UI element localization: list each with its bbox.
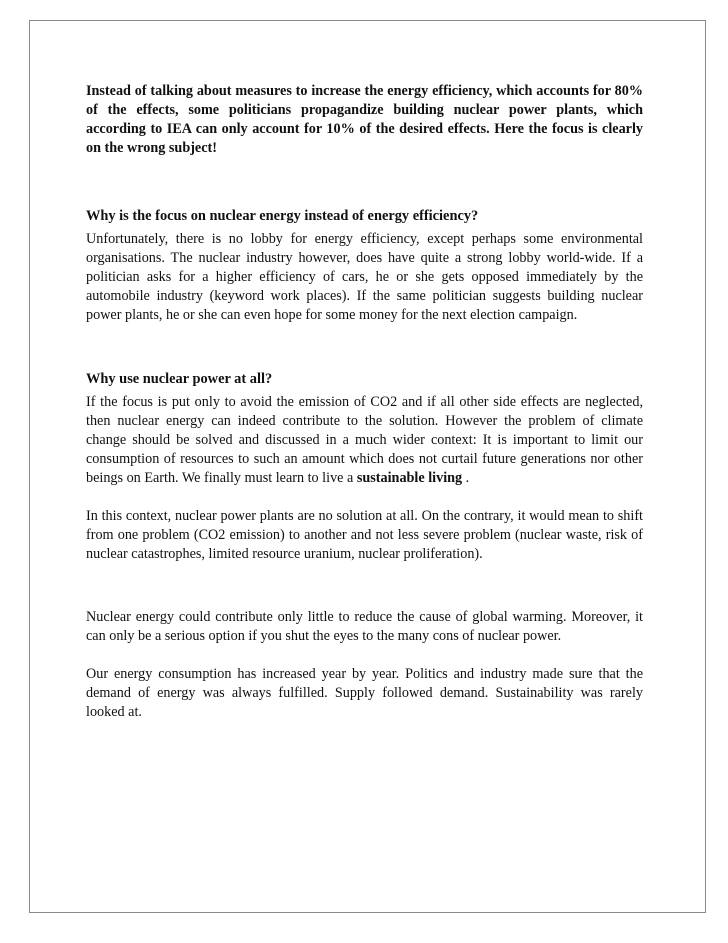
spacer [86, 325, 643, 370]
context-paragraph: In this context, nuclear power plants are no solution at all. On the contrary, it would mean to shift from one problem (CO2 emission) to another and not less severe problem (nuclear waste, risk of nuclear catastrophes, limited resource uranium, nuclear proliferation). [86, 508, 643, 562]
spacer [86, 564, 643, 608]
sustainable-living-emphasis: sustainable living [356, 470, 463, 486]
closing-paragraph-2: Our energy consumption has increased year by year. Politics and industry made sure that the demand of energy was always fulfilled. Supply followed demand. Sustainability was rarely looked at. [86, 666, 643, 720]
spacer [86, 488, 643, 507]
section-heading-energy-efficiency: Why is the focus on nuclear energy instead of energy efficiency? [86, 208, 479, 224]
intro-paragraph: Instead of talking about measures to increase the energy efficiency, which accounts for 80% of the effects, some politicians propagandize building nuclear power plants, which according to IEA can only account for 10% of the desired effects. Here the focus is clearly on the wrong subject! [86, 83, 643, 156]
document-content [86, 82, 643, 722]
body-text: If the focus is put only to avoid the emission of CO2 and if all other side effects are neglected, then nuclear energy can indeed contribute to the solution. However the problem of climate change should be solved and discussed in a much wider context: It is important to limit our consumption of resources to such an amount which does not curtail future generations nor other beings on Earth. We finally must learn to live a [86, 394, 643, 486]
body-text-end: . [462, 470, 470, 486]
section-heading-nuclear-power: Why use nuclear power at all? [86, 371, 273, 387]
section-body-energy-efficiency: Unfortunately, there is no lobby for energy efficiency, except perhaps some environmental organisations. The nuclear industry however, does have quite a strong lobby world-wide. If a politician asks for a higher efficiency of cars, he or she gets opposed immediately by the automobile industry (keyword work places). If the same politician suggests building nuclear power plants, he or she can even hope for some money for the next election campaign. [86, 231, 643, 323]
spacer [86, 158, 643, 207]
spacer [86, 646, 643, 665]
section-body-nuclear-power [86, 393, 643, 488]
closing-paragraph-1: Nuclear energy could contribute only little to reduce the cause of global warming. Moreover, it can only be a serious option if you shut the eyes to the many cons of nuclear power. [86, 609, 643, 644]
